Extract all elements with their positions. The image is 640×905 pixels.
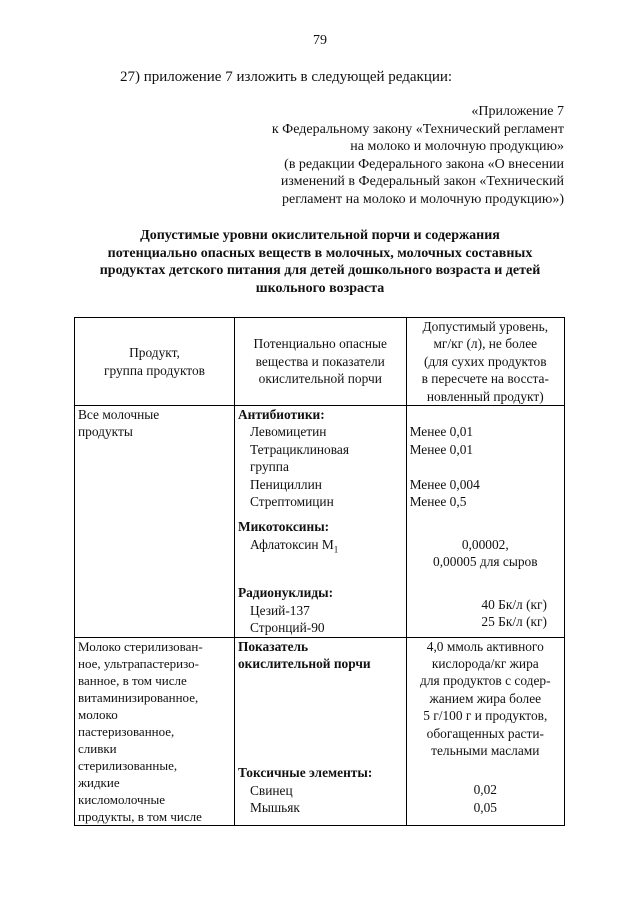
intro-text: 27) приложение 7 изложить в следующей редакции: [120, 69, 453, 85]
product-text: молоко [78, 706, 118, 722]
group-antibiotics: Антибиотики: [237, 407, 325, 423]
header-text: новленный продукт) [426, 388, 544, 404]
substance-cesium: Цезий-137 [249, 602, 310, 618]
group-spoilage: Показатель [237, 638, 309, 654]
header-text: группа продуктов [103, 362, 205, 378]
table-row [75, 406, 565, 638]
level-cell [406, 406, 564, 638]
substances-cell [234, 637, 406, 825]
annex-line: на молоко и молочную продукцию» [350, 139, 564, 155]
substances-cell [234, 406, 406, 638]
header-text: Допустимый уровень, [422, 319, 549, 334]
value-spoilage: 5 г/100 г и продуктов, [423, 708, 548, 724]
page-number: 79 [313, 33, 327, 48]
group-toxic: Токсичные элементы: [237, 765, 373, 781]
header-text: окислительной порчи [258, 371, 382, 387]
product-text: Все молочные [78, 407, 160, 423]
value-spoilage: жанием жира более [429, 690, 542, 706]
product-text: ное, ультрапастеризо- [78, 655, 199, 671]
title-line: Допустимые уровни окислительной порчи и содержания [140, 228, 500, 243]
value-arsenic: 0,05 [473, 799, 497, 815]
header-product [75, 318, 235, 406]
header-text: Продукт, [129, 345, 180, 361]
value-levomycetin: Менее 0,01 [409, 424, 474, 440]
header-text: мг/кг (л), не более [433, 336, 538, 352]
header-text: в пересчете на восста- [421, 371, 549, 387]
header-level [406, 318, 564, 406]
product-cell [75, 637, 235, 825]
header-text: Потенциально опасные [253, 336, 387, 352]
header-substances [234, 318, 406, 406]
substance-strontium: Стронций-90 [249, 620, 325, 636]
table-title [62, 227, 578, 297]
title-line: потенциально опасных веществ в молочных, молочных составных [107, 245, 533, 261]
title-line: школьного возраста [255, 280, 385, 296]
product-text: жидкие [78, 774, 120, 790]
value-lead: 0,02 [473, 782, 497, 798]
aflatoxin-subscript: 1 [333, 544, 339, 555]
annex-line: «Приложение 7 [471, 104, 564, 119]
substance-arsenic: Мышьяк [249, 800, 300, 816]
annex-line: (в редакции Федерального закона «О внесении [284, 156, 564, 172]
group-radionuclides: Радионуклиды: [237, 585, 334, 601]
header-text: вещества и показатели [255, 353, 385, 369]
table-header-row [75, 318, 565, 406]
value-spoilage: 4,0 ммоль активного [426, 638, 544, 654]
value-aflatoxin-2: 0,00005 для сыров [433, 554, 538, 570]
value-aflatoxin-1: 0,00002, [461, 536, 509, 552]
substance-tetracycline-cont: группа [249, 459, 289, 475]
header-text: (для сухих продуктов [424, 353, 547, 369]
level-cell [406, 637, 564, 825]
product-text: ванное, в том числе [78, 672, 187, 688]
substance-levomycetin: Левомицетин [249, 424, 327, 440]
substance-penicillin: Пенициллин [249, 476, 322, 492]
value-tetracycline: Менее 0,01 [409, 441, 474, 457]
value-spoilage: обогащенных расти- [426, 725, 544, 741]
value-strontium: 25 Бк/л (кг) [481, 614, 547, 630]
product-text: витаминизированное, [78, 689, 199, 705]
substance-tetracycline: Тетрациклиновая [249, 441, 350, 457]
product-text: Молоко стерилизован- [78, 638, 203, 654]
value-spoilage: тельными маслами [431, 743, 540, 758]
product-text: сливки [78, 740, 117, 756]
annex-heading [272, 103, 564, 209]
value-cesium: 40 Бк/л (кг) [481, 597, 547, 613]
limits-table [74, 317, 565, 826]
product-text: стерилизованные, [78, 757, 178, 773]
annex-line: к Федеральному закону «Технический регламент [271, 121, 564, 137]
product-text: пастеризованное, [78, 723, 175, 739]
title-line: продуктах детского питания для детей дошкольного возраста и детей [99, 263, 541, 279]
value-spoilage: кислорода/кг жира [431, 655, 539, 671]
value-spoilage: для продуктов с содер- [420, 673, 551, 689]
annex-line: регламент на молоко и молочную продукцию») [282, 191, 564, 207]
group-spoilage-cont: окислительной порчи [237, 655, 371, 671]
substance-lead: Свинец [249, 782, 293, 798]
annex-line: изменений в Федеральный закон «Технический [280, 174, 564, 190]
product-text: продукты, в том числе [78, 808, 202, 824]
value-streptomycin: Менее 0,5 [409, 494, 467, 510]
product-text: кисломолочные [78, 791, 165, 807]
product-cell [75, 406, 235, 638]
substance-streptomycin: Стрептомицин [249, 494, 334, 510]
value-penicillin: Менее 0,004 [409, 476, 480, 492]
aflatoxin-label: Афлатоксин M [249, 536, 334, 552]
group-mycotoxins: Микотоксины: [237, 519, 330, 535]
product-text: продукты [78, 424, 133, 440]
table-row [75, 637, 565, 825]
substance-aflatoxin [238, 536, 403, 559]
